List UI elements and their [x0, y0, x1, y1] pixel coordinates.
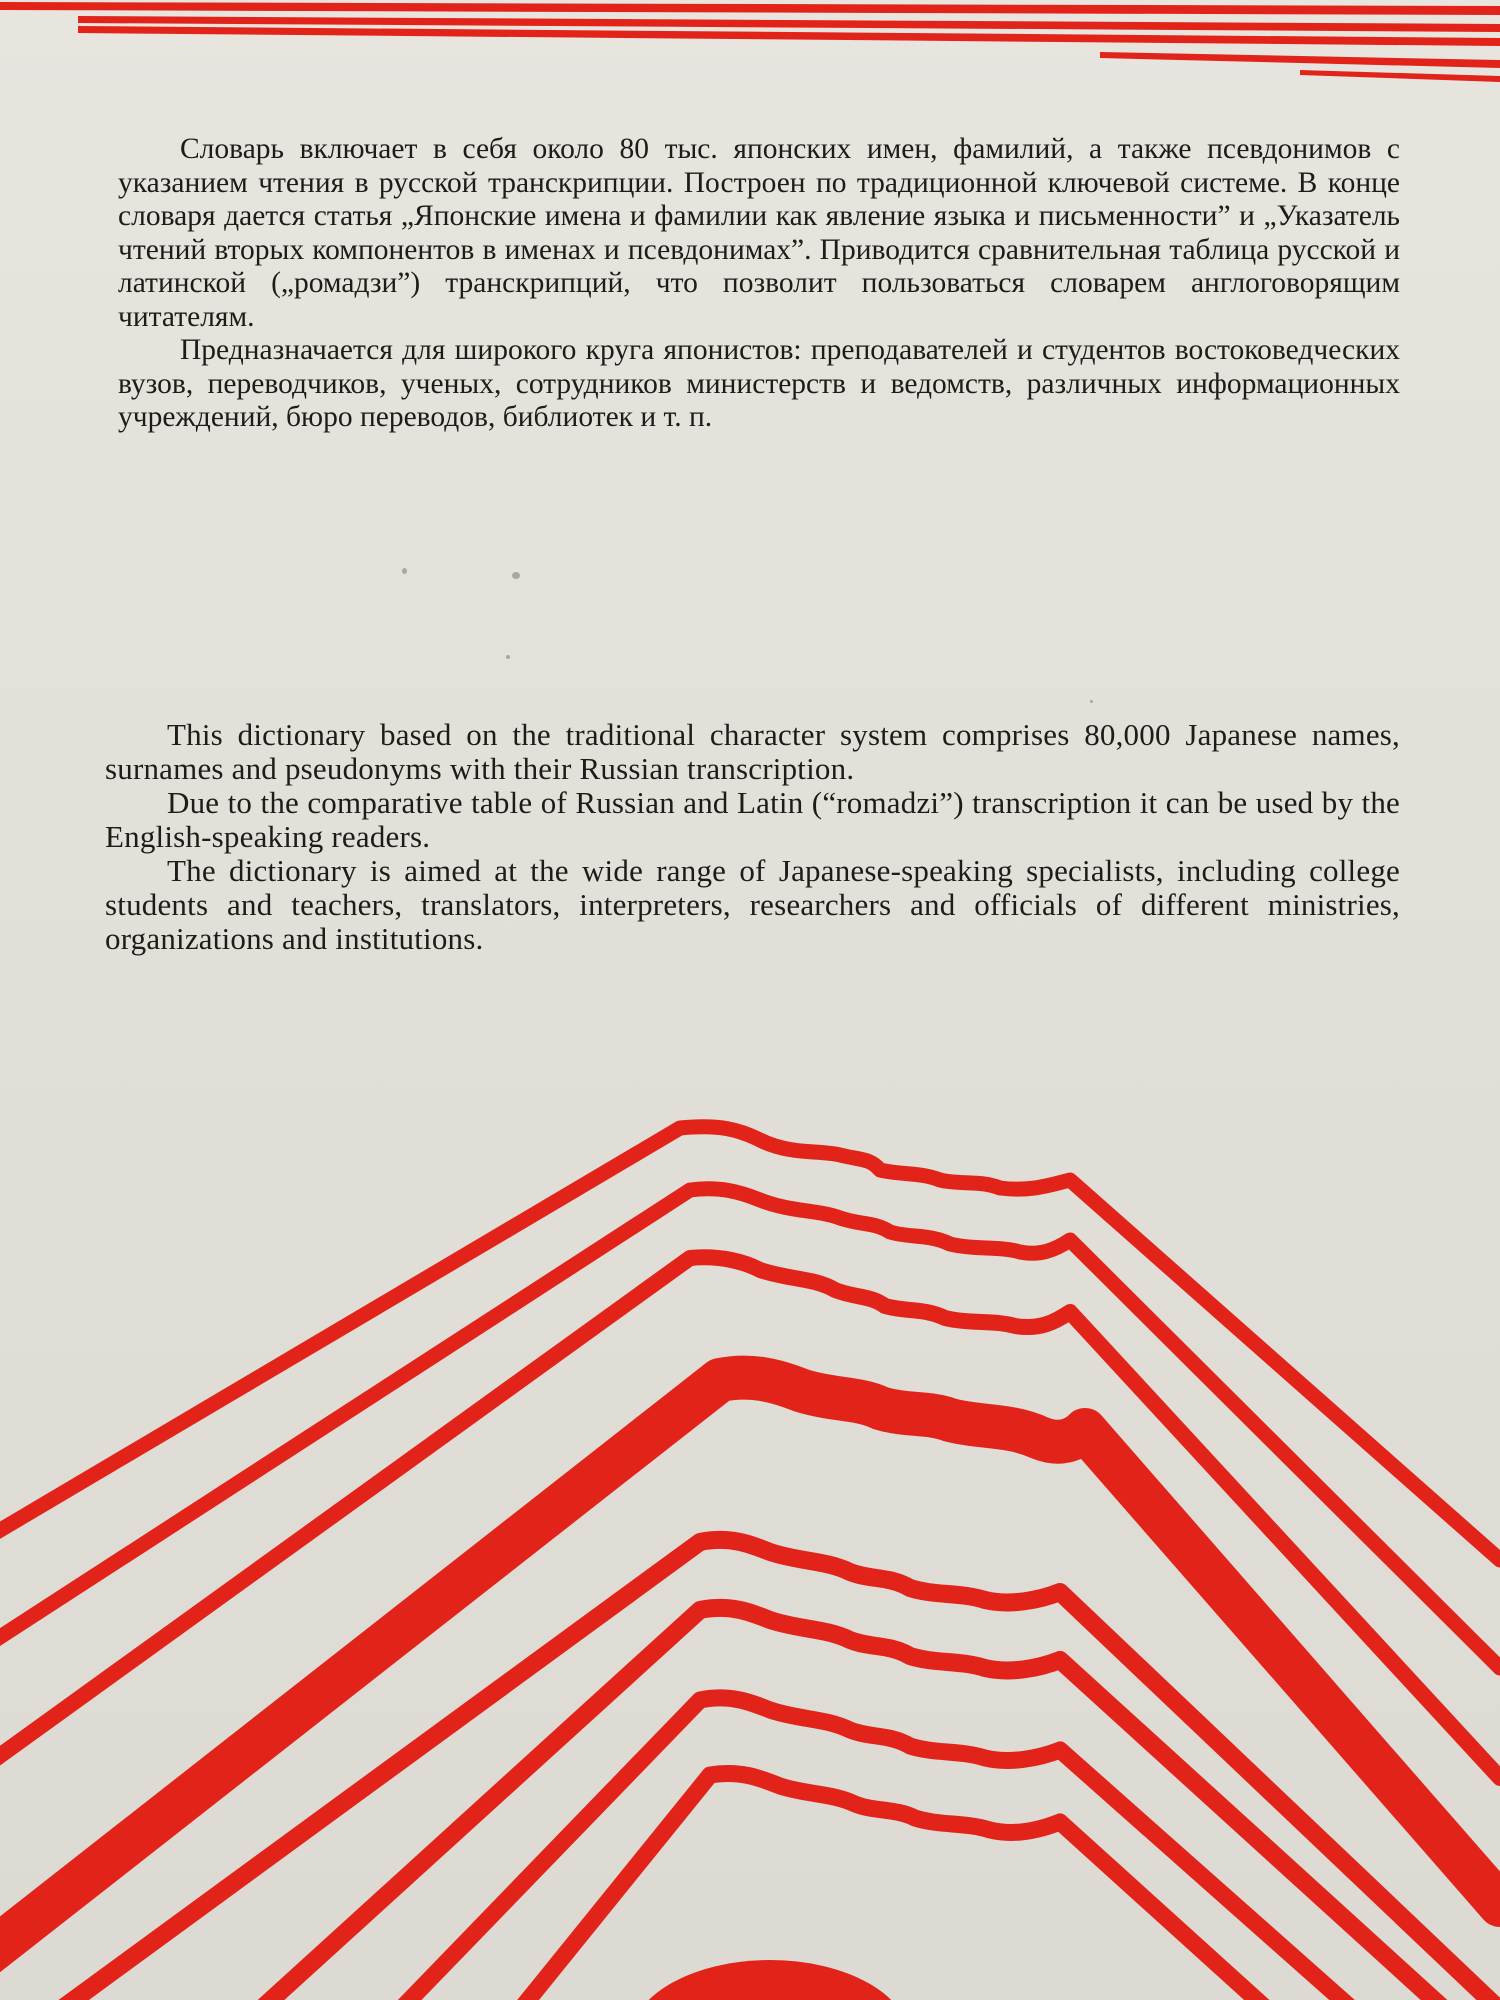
paper-speck — [506, 655, 510, 659]
top-red-stripes-decoration — [0, 0, 1500, 90]
paper-speck — [512, 572, 520, 579]
english-paragraph-2: Due to the comparative table of Russian and Latin (“romadzi”) transcription it can be used by the English-speaking readers. — [105, 785, 1400, 854]
red-stripe-5 — [1300, 70, 1500, 82]
russian-annotation — [118, 133, 1400, 435]
russian-paragraph-1: Словарь включает в себя около 80 тыс. японских имен, фамилий, а также псевдонимов с указанием чтения в русской транскрипции. Построен по традиционной ключевой системе. В конце словаря дается статья „Японские имена и фамилии как явление языка и письменности” и „Указатель чтений вторых компонентов в именах и псевдонимах”. Приводится сравнительная таблица русской и латинской („ромадзи”) транскрипций, что позволит пользоваться словарем англоговорящим читателям. — [118, 133, 1400, 333]
russian-paragraph-2: Предназначается для широкого круга японистов: преподавателей и студентов востоковедческих вузов, переводчиков, ученых, сотрудников министерств и ведомств, различных информационных учреждений, бюро переводов, библиотек и т. п. — [118, 334, 1400, 433]
contour-line-4-thick — [0, 1378, 1500, 1960]
english-paragraph-1: This dictionary based on the traditional character system comprises 80,000 Japanese names, surnames and pseudonyms with their Russian transcription. — [105, 717, 1400, 786]
contour-line-5 — [60, 1540, 1500, 2000]
mount-fuji-illustration — [0, 1080, 1500, 2000]
red-stripe-4 — [1100, 52, 1500, 68]
paper-speck — [402, 568, 407, 574]
english-paragraph-3: The dictionary is aimed at the wide range of Japanese-speaking specialists, including college students and teachers, translators, interpreters, researchers and officials of different ministries, organizations and institutions. — [105, 853, 1400, 956]
red-sun-disc — [630, 1960, 910, 2000]
english-annotation — [105, 718, 1400, 956]
red-stripe-1 — [0, 2, 1500, 15]
paper-speck — [1090, 700, 1093, 703]
contour-line-8 — [520, 1773, 1500, 2000]
